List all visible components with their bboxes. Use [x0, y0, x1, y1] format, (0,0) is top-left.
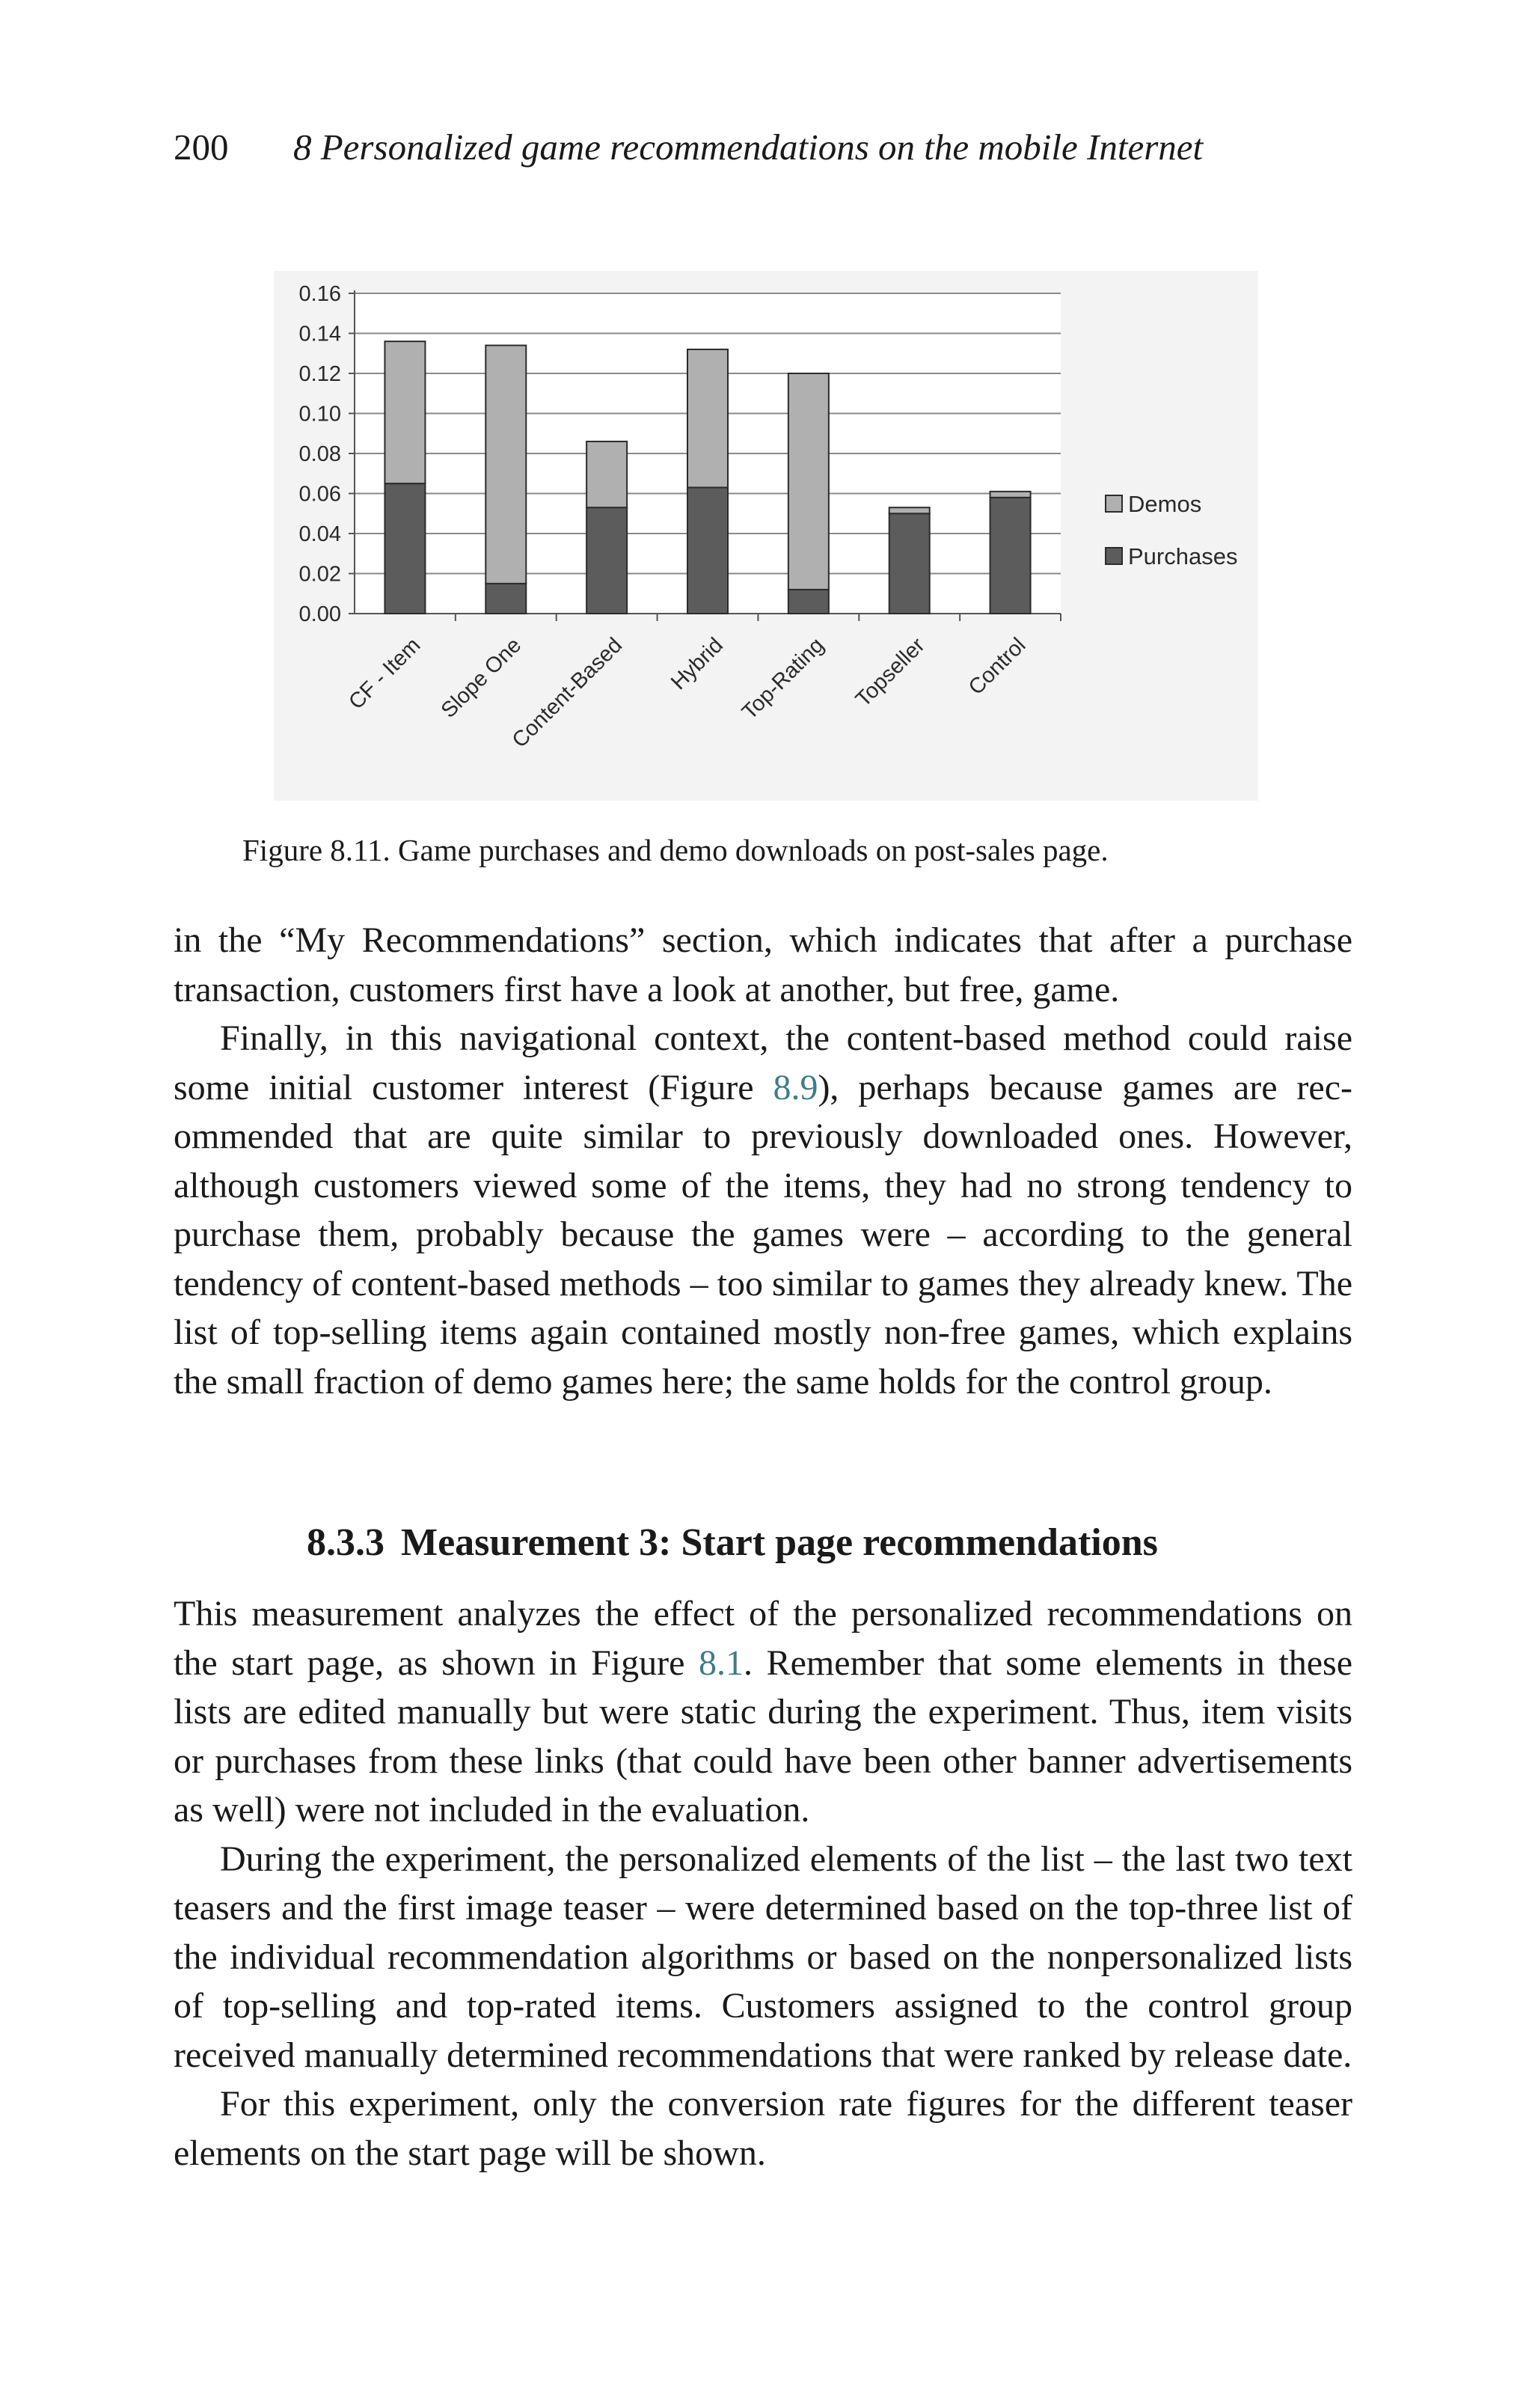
bar-demos: [788, 373, 829, 590]
x-category-label: Control: [963, 633, 1031, 700]
paragraph-text: ), perhaps because games are recommended that are quite similar to previously downloaded ones. However, although customers viewed some of the items, they had no strong tendency to purchase them, probably because the games were – according to the general tendency of content-based methods – too similar to games they already knew. The list of top-selling items again contained mostly non-free games, which explains the small fraction of demo games here; the same holds for the control group.: [174, 1067, 1352, 1402]
x-category-label: Topseller: [851, 633, 930, 712]
figure-caption: Figure 8.11. Game purchases and demo downloads on post-sales page.: [242, 833, 1109, 867]
section-title: Measurement 3: Start page recommendations: [401, 1521, 1158, 1564]
y-tick-label: 0.08: [298, 442, 341, 466]
bar-purchases: [889, 513, 930, 614]
bar-demos: [990, 492, 1031, 498]
x-category-label: CF - Item: [344, 633, 426, 715]
y-tick-label: 0.06: [298, 482, 341, 507]
y-tick-label: 0.12: [298, 362, 341, 386]
body-text-upper: [174, 916, 1352, 1406]
paragraph: For this experiment, only the conversion rate figures for the different teaser elements on the start page will be shown.: [174, 2084, 1352, 2173]
legend-label: Purchases: [1128, 543, 1238, 569]
y-tick-label: 0.00: [298, 602, 341, 626]
legend-swatch: [1106, 495, 1122, 512]
x-category-label: Content-Based: [507, 633, 628, 753]
section-number: 8.3.3: [307, 1521, 384, 1564]
paragraph: [174, 1014, 1352, 1406]
running-head: [174, 126, 1203, 168]
x-category-label: Hybrid: [667, 633, 728, 695]
figure-8-11: [274, 271, 1258, 801]
bar-purchases: [788, 590, 829, 614]
bar-purchases: [485, 584, 526, 614]
bar-demos: [889, 507, 930, 513]
paragraph: in the “My Recommendations” section, which indicates that after a purchase transaction, customers first have a look at another, but free, game.: [174, 920, 1352, 1009]
y-tick-label: 0.16: [298, 282, 341, 306]
x-category-label: Top-Rating: [738, 633, 829, 725]
chapter-title: 8 Personalized game recommendations on the mobile Internet: [293, 126, 1204, 168]
page-number: 200: [174, 126, 229, 168]
bar-purchases: [990, 498, 1031, 614]
bar-demos: [384, 341, 425, 483]
y-tick-label: 0.02: [298, 562, 341, 587]
paragraph: During the experiment, the personalized elements of the list – the last two text teasers and the first image teaser – were determined based on the top-three list of the individual recommendation algorithms or based on the nonpersonalized lists of top-selling and top-rated items. Customers assigned to the control group received manually determined recommendations that were ranked by release date.: [174, 1839, 1352, 2075]
y-tick-label: 0.10: [298, 402, 341, 427]
x-category-label: Slope One: [436, 633, 527, 723]
bar-purchases: [687, 487, 728, 614]
paragraph: [174, 1589, 1352, 1835]
figure-reference-link[interactable]: 8.9: [773, 1067, 818, 1107]
figure-reference-link[interactable]: 8.1: [699, 1642, 744, 1683]
bar-demos: [687, 349, 728, 488]
legend-label: Demos: [1128, 491, 1202, 517]
bar-demos: [586, 441, 627, 507]
y-tick-label: 0.04: [298, 522, 341, 546]
paragraph-text: Finally, in this navigational context, the content-based method could raise some initial customer interest (Figure: [174, 1018, 1352, 1107]
legend-swatch: [1106, 548, 1122, 564]
y-tick-label: 0.14: [298, 322, 341, 346]
body-text-lower: [174, 1589, 1352, 2178]
paragraph-text: This measurement analyzes the effect of the personalized recommendations on the start page, as shown in Figure: [174, 1594, 1352, 1683]
section-heading: [307, 1521, 1158, 1565]
bar-demos: [485, 346, 526, 584]
paragraph-text: . Remember that some elements in these lists are edited manually but were static during the experiment. Thus, item visits or purchases from these links (that could have been other banner advertisements as well) were not included in the evaluation.: [174, 1642, 1353, 1830]
bar-purchases: [384, 483, 425, 614]
stacked-bar-chart: [274, 271, 1258, 801]
bar-purchases: [586, 507, 627, 614]
